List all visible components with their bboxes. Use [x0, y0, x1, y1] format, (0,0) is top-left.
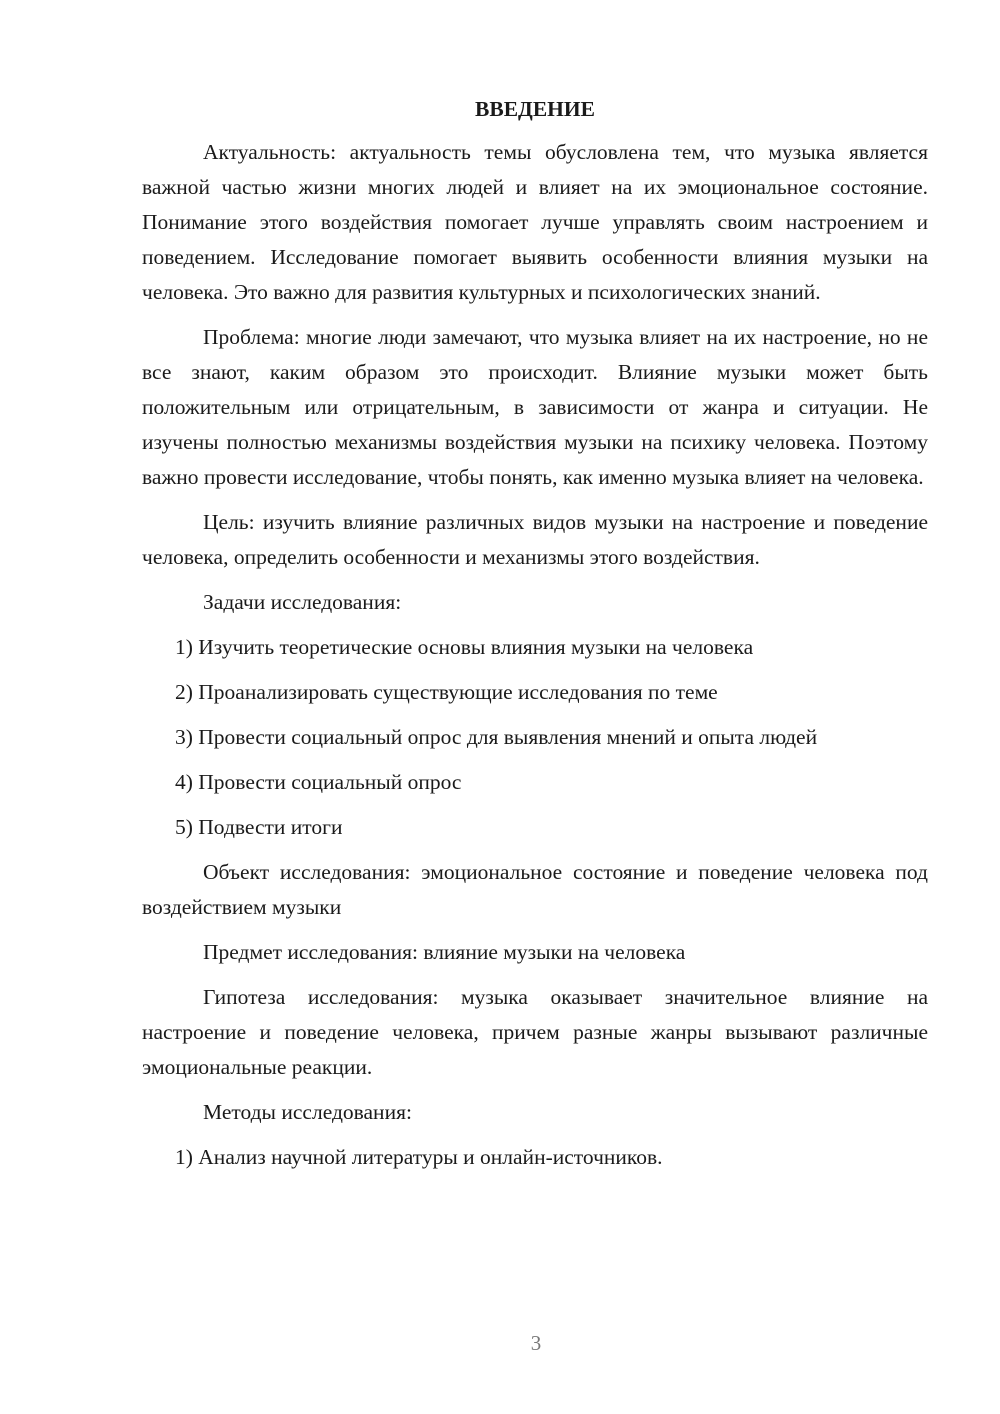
relevance-paragraph: Актуальность: актуальность темы обусловлена тем, что музыка является важной частью жизни многих людей и влияет на их эмоциональное состояние. Понимание этого воздействия помогает лучше управлять своим настроением и поведением. Исследование помогает выявить особенности влияния музыки на человека. Это важно для развития культурных и психологических знаний.: [142, 140, 928, 304]
document-page: [142, 92, 928, 1185]
hypothesis-paragraph: Гипотеза исследования: музыка оказывает значительное влияние на настроение и поведение человека, причем разные жанры вызывают различные эмоциональные реакции.: [142, 985, 928, 1079]
section-title: ВВЕДЕНИЕ: [475, 97, 595, 121]
tasks-heading: Задачи исследования:: [203, 590, 402, 614]
subject-paragraph: Предмет исследования: влияние музыки на человека: [203, 940, 686, 964]
object-paragraph: Объект исследования: эмоциональное состояние и поведение человека под воздействием музыки: [142, 860, 928, 919]
problem-paragraph: Проблема: многие люди замечают, что музыка влияет на их настроение, но не все знают, каким образом это происходит. Влияние музыки может быть положительным или отрицательным, в зависимости от жанра и ситуации. Не изучены полностью механизмы воздействия музыки на психику человека. Поэтому важно провести исследование, чтобы понять, как именно музыка влияет на человека.: [142, 325, 928, 489]
methods-list: [142, 1140, 928, 1175]
list-item: 3) Провести социальный опрос для выявления мнений и опыта людей: [175, 725, 818, 749]
goal-paragraph: Цель: изучить влияние различных видов музыки на настроение и поведение человека, определить особенности и механизмы этого воздействия.: [142, 510, 928, 569]
list-item: 5) Подвести итоги: [175, 815, 343, 839]
tasks-list: [142, 630, 928, 845]
list-item: 4) Провести социальный опрос: [175, 770, 462, 794]
page-number: 3: [530, 1331, 542, 1355]
list-item: 1) Изучить теоретические основы влияния музыки на человека: [175, 635, 754, 659]
list-item: 2) Проанализировать существующие исследования по теме: [175, 680, 718, 704]
methods-heading: Методы исследования:: [203, 1100, 412, 1124]
list-item: 1) Анализ научной литературы и онлайн-источников.: [175, 1145, 663, 1169]
